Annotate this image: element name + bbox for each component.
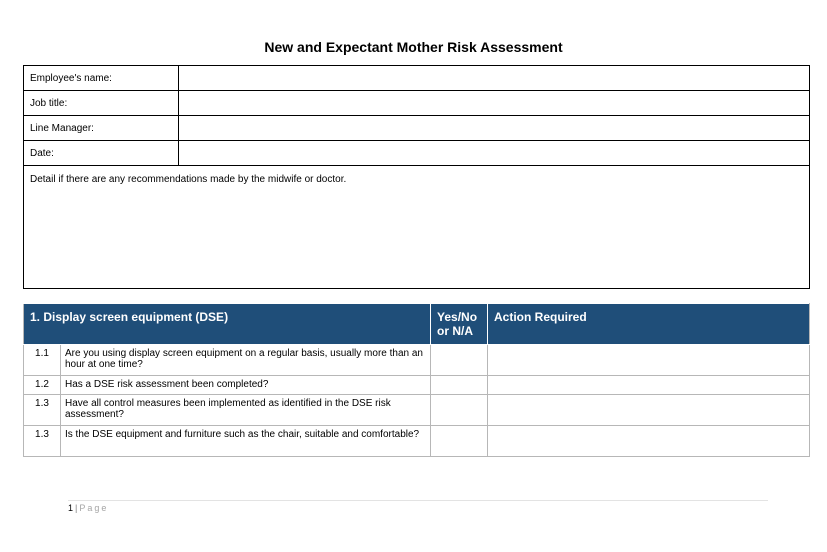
line-manager-label: Line Manager: bbox=[24, 116, 179, 141]
job-title-field[interactable] bbox=[179, 91, 810, 116]
date-label: Date: bbox=[24, 141, 179, 166]
action-required-cell[interactable] bbox=[488, 376, 810, 395]
job-title-label: Job title: bbox=[24, 91, 179, 116]
employee-info-table bbox=[23, 65, 810, 289]
question-text: Is the DSE equipment and furniture such as the chair, suitable and comfortable? bbox=[61, 426, 431, 457]
yes-no-header bbox=[431, 304, 488, 345]
job-title-row bbox=[24, 91, 810, 116]
action-required-header: Action Required bbox=[488, 304, 810, 345]
page-footer bbox=[68, 500, 768, 513]
yes-no-cell[interactable] bbox=[431, 395, 488, 426]
question-text: Have all control measures been implemented as identified in the DSE risk assessment? bbox=[61, 395, 431, 426]
employee-name-row bbox=[24, 66, 810, 91]
line-manager-field[interactable] bbox=[179, 116, 810, 141]
table-row bbox=[24, 395, 810, 426]
question-number: 1.3 bbox=[24, 426, 61, 457]
table-row bbox=[24, 376, 810, 395]
dse-header-row bbox=[24, 304, 810, 345]
employee-name-label: Employee's name: bbox=[24, 66, 179, 91]
question-number: 1.2 bbox=[24, 376, 61, 395]
yes-no-cell[interactable] bbox=[431, 426, 488, 457]
document-title: New and Expectant Mother Risk Assessment bbox=[264, 39, 563, 55]
recommendations-field[interactable] bbox=[24, 166, 810, 289]
question-number: 1.1 bbox=[24, 345, 61, 376]
date-row bbox=[24, 141, 810, 166]
question-text: Are you using display screen equipment on a regular basis, usually more than an hour at one time? bbox=[61, 345, 431, 376]
page-separator: | bbox=[75, 503, 78, 513]
employee-name-field[interactable] bbox=[179, 66, 810, 91]
recommendations-row bbox=[24, 166, 810, 289]
dse-section-header: 1. Display screen equipment (DSE) bbox=[24, 304, 431, 345]
yes-no-header-line1: Yes/No bbox=[437, 310, 478, 324]
action-required-cell[interactable] bbox=[488, 426, 810, 457]
recommendations-label: Detail if there are any recommendations made by the midwife or doctor. bbox=[30, 174, 347, 185]
action-required-cell[interactable] bbox=[488, 395, 810, 426]
question-number: 1.3 bbox=[24, 395, 61, 426]
yes-no-header-line2: or N/A bbox=[437, 324, 473, 338]
table-row bbox=[24, 345, 810, 376]
dse-table bbox=[23, 303, 810, 457]
yes-no-cell[interactable] bbox=[431, 376, 488, 395]
yes-no-cell[interactable] bbox=[431, 345, 488, 376]
line-manager-row bbox=[24, 116, 810, 141]
date-field[interactable] bbox=[179, 141, 810, 166]
page-label: Page bbox=[79, 503, 109, 513]
action-required-cell[interactable] bbox=[488, 345, 810, 376]
question-text: Has a DSE risk assessment been completed? bbox=[61, 376, 431, 395]
page-number: 1 bbox=[68, 503, 74, 513]
table-row bbox=[24, 426, 810, 457]
